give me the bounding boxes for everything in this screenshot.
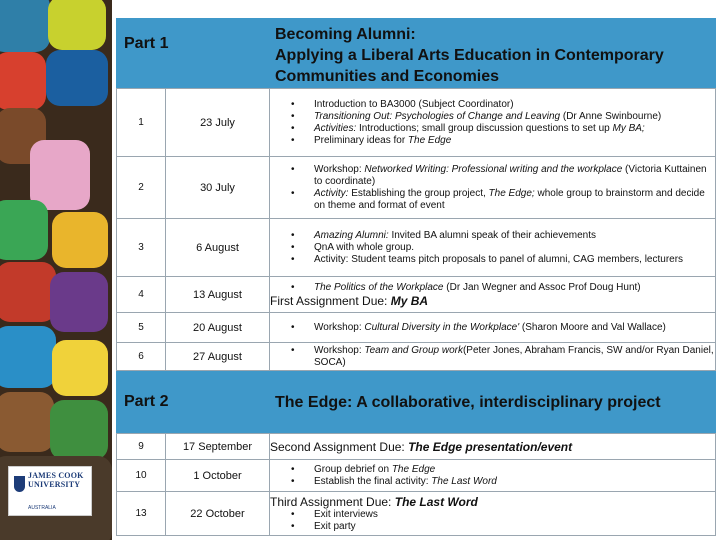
table-row xyxy=(117,343,716,371)
part1-title-line: Communities and Economies xyxy=(275,68,500,85)
puzzle-piece-icon xyxy=(52,212,108,268)
list-item: • Introduction to BA3000 (Subject Coordinator) xyxy=(274,99,715,111)
logo-line-1: JAMES COOK xyxy=(28,471,84,480)
week-content xyxy=(270,219,716,277)
shield-icon xyxy=(14,476,25,492)
table-row xyxy=(117,434,716,460)
puzzle-piece-icon xyxy=(0,326,56,388)
puzzle-piece-icon xyxy=(48,0,106,50)
week-content xyxy=(270,157,716,219)
week-content xyxy=(270,89,716,157)
week-content xyxy=(270,492,716,536)
puzzle-piece-icon xyxy=(0,392,54,452)
week-number: 5 xyxy=(117,313,166,343)
puzzle-piece-icon xyxy=(0,262,56,322)
puzzle-piece-icon xyxy=(0,0,50,52)
list-item: • Workshop: Team and Group work(Peter Jones, Abraham Francis, SW and/or Ryan Daniel, SOCA) xyxy=(274,345,715,369)
list-item: • QnA with whole group. xyxy=(274,242,715,254)
week-content xyxy=(270,343,716,371)
table-row xyxy=(117,157,716,219)
table-row xyxy=(117,313,716,343)
week-number: 10 xyxy=(117,460,166,492)
table-row xyxy=(117,460,716,492)
logo-line-2: UNIVERSITY xyxy=(28,480,81,489)
list-item: • The Politics of the Workplace (Dr Jan Wegner and Assoc Prof Doug Hunt) xyxy=(274,282,715,294)
table-row xyxy=(117,219,716,277)
part2-title: The Edge: A collaborative, interdisciplinary project xyxy=(275,393,661,411)
puzzle-piece-icon xyxy=(50,400,108,460)
part2-label: Part 2 xyxy=(124,393,169,410)
week-number: 4 xyxy=(117,277,166,313)
table-row xyxy=(117,277,716,313)
part1-header xyxy=(116,18,716,88)
table-row xyxy=(117,492,716,536)
table-row xyxy=(117,89,716,157)
part1-title xyxy=(267,18,716,88)
week-content xyxy=(270,313,716,343)
week-content xyxy=(270,460,716,492)
bullet-list xyxy=(270,322,715,334)
week-date: 23 July xyxy=(166,89,270,157)
schedule xyxy=(116,18,716,536)
puzzle-piece-icon xyxy=(46,50,108,106)
week-number: 2 xyxy=(117,157,166,219)
list-item: • Activity: Establishing the group project, The Edge; whole group to brainstorm and decide on theme and format of event xyxy=(274,188,715,212)
assignment-due: Third Assignment Due: The Last Word xyxy=(270,494,478,509)
puzzle-piece-icon xyxy=(0,200,48,260)
week-date: 13 August xyxy=(166,277,270,313)
week-date: 27 August xyxy=(166,343,270,371)
week-date: 6 August xyxy=(166,219,270,277)
bullet-list xyxy=(270,99,715,147)
list-item: • Activities: Introductions; small group discussion questions to set up My BA; xyxy=(274,123,715,135)
puzzle-piece-icon xyxy=(50,272,108,332)
part1-table xyxy=(116,88,716,371)
week-date: 30 July xyxy=(166,157,270,219)
week-content xyxy=(270,434,716,460)
assignment-due: Second Assignment Due: The Edge presentation/event xyxy=(270,439,573,454)
puzzle-piece-icon xyxy=(0,52,46,110)
part1-title-line: Becoming Alumni: xyxy=(275,26,416,43)
week-date: 20 August xyxy=(166,313,270,343)
list-item: • Workshop: Networked Writing: Professional writing and the workplace (Victoria Kuttainen to coordinate) xyxy=(274,164,715,188)
week-date: 22 October xyxy=(166,492,270,536)
week-number: 9 xyxy=(117,434,166,460)
list-item: • Activity: Student teams pitch proposals to panel of alumni, CAG members, lecturers xyxy=(274,254,715,266)
bullet-list xyxy=(270,345,715,369)
list-item: • Transitioning Out: Psychologies of Change and Leaving (Dr Anne Swinbourne) xyxy=(274,111,715,123)
week-number: 13 xyxy=(117,492,166,536)
list-item: • Amazing Alumni: Invited BA alumni speak of their achievements xyxy=(274,230,715,242)
bullet-list xyxy=(270,464,715,488)
list-item: • Group debrief on The Edge xyxy=(274,464,715,476)
puzzle-piece-icon xyxy=(52,340,108,396)
week-number: 1 xyxy=(117,89,166,157)
part1-label: Part 1 xyxy=(124,35,169,52)
puzzle-background xyxy=(0,0,112,540)
list-item: • Exit party xyxy=(274,521,715,533)
part2-header xyxy=(116,371,716,433)
week-number: 3 xyxy=(117,219,166,277)
list-item: • Exit interviews xyxy=(274,509,715,521)
list-item: • Establish the final activity: The Last Word xyxy=(274,476,715,488)
week-number: 6 xyxy=(117,343,166,371)
part1-title-line: Applying a Liberal Arts Education in Contemporary xyxy=(275,47,664,64)
list-item: • Workshop: Cultural Diversity in the Workplace' (Sharon Moore and Val Wallace) xyxy=(274,322,715,334)
bullet-list xyxy=(270,509,715,533)
university-logo xyxy=(8,466,92,516)
puzzle-piece-icon xyxy=(30,140,90,210)
bullet-list xyxy=(270,230,715,266)
part2-table xyxy=(116,433,716,536)
logo-line-3: AUSTRALIA xyxy=(28,505,56,511)
assignment-due: First Assignment Due: My BA xyxy=(270,293,429,308)
logo-wordmark xyxy=(28,471,84,489)
week-content xyxy=(270,277,716,313)
week-date: 17 September xyxy=(166,434,270,460)
bullet-list xyxy=(270,282,715,294)
bullet-list xyxy=(270,164,715,212)
list-item: • Preliminary ideas for The Edge xyxy=(274,135,715,147)
week-date: 1 October xyxy=(166,460,270,492)
